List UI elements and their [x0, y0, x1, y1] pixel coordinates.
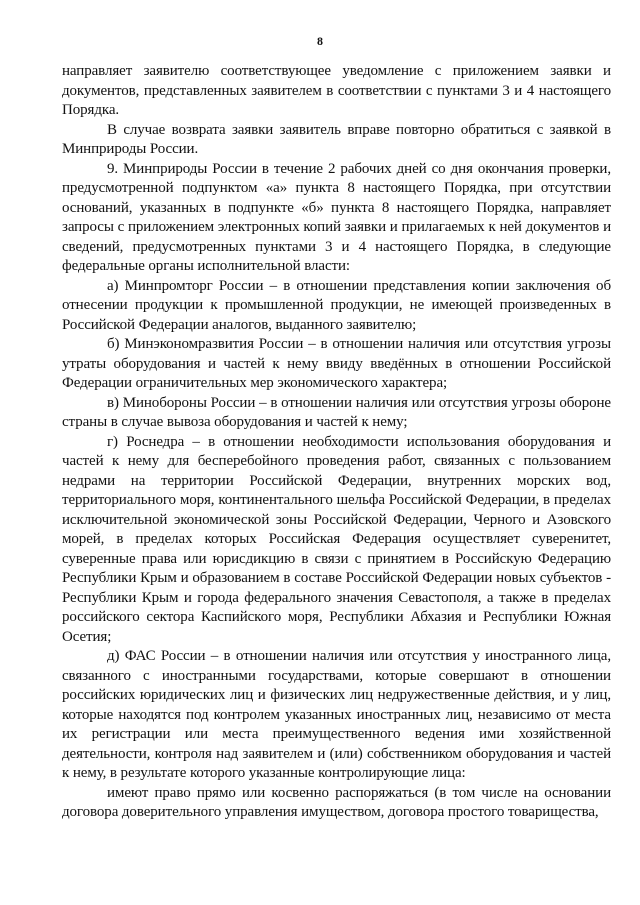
page-number: 8 [317, 34, 323, 48]
paragraph-continuation: направляет заявителю соответствующее уведомление с приложением заявки и документов, представленных заявителем в соответствии с пунктами 3 и 4 настоящего Порядка. [62, 63, 611, 118]
document-body [62, 62, 611, 823]
paragraph-item-v: в) Минобороны России – в отношении наличия или отсутствия угрозы обороне страны в случае вывоза оборудования и частей к нему; [62, 394, 611, 430]
paragraph-clause-9: 9. Минприроды России в течение 2 рабочих дней со дня окончания проверки, предусмотренной подпунктом «а» пункта 8 настоящего Порядка, при отсутствии оснований, указанных в подпункте «б» пункта 8 настоящего Порядка, направляет запросы с приложением электронных копий заявки и прилагаемых к ней документов и сведений, предусмотренных пунктами 3 и 4 настоящего Порядка, в следующие федеральные органы исполнительной власти: [62, 160, 611, 274]
paragraph-item-d: д) ФАС России – в отношении наличия или отсутствия у иностранного лица, связанного с иностранными государствами, которые совершают в отношении российских юридических лиц и физических лиц недружественные действия, и у лиц, которые находятся под контролем указанных иностранных лиц, независимо от места их регистрации или места преимущественного ведения ими хозяйственной деятельности, контроля над заявителем и (или) собственником оборудования и частей к нему, в результате которого указанные контролирующие лица: [62, 648, 611, 781]
paragraph-item-a: а) Минпромторг России – в отношении представления копии заключения об отнесении продукции к промышленной продукции, не имеющей произведенных в Российской Федерации аналогов, выданного заявителю; [62, 277, 611, 333]
paragraph-return-notice: В случае возврата заявки заявитель вправе повторно обратиться с заявкой в Минприроды России. [62, 121, 611, 157]
paragraph-subitem-control-rights: имеют право прямо или косвенно распоряжаться (в том числе на основании договора доверительного управления имуществом, договора простого товарищества, [62, 784, 611, 820]
paragraph-item-b: б) Минэкономразвития России – в отношении наличия или отсутствия угрозы утраты оборудования и частей к нему ввиду введённых в отношении Российской Федерации ограничительных мер экономического характера; [62, 336, 611, 391]
paragraph-item-g: г) Роснедра – в отношении необходимости использования оборудования и частей к нему для бесперебойного проведения работ, связанных с пользованием недрами на территории Российской Федерации, внутренних морских вод, территориального моря, континентального шельфа Российской Федерации, в пределах исключительной экономической зоны Российской Федерации, Черного и Азовского морей, в пределах которых Российская Федерация осуществляет суверенитет, суверенные права или юрисдикцию в связи с принятием в Российскую Федерацию Республики Крым и образованием в составе Российской Федерации новых субъектов - Республики Крым и города федерального значения Севастополя, а также в пределах российского сектора Каспийского моря, Республики Абхазия и Республики Южная Осетия; [62, 433, 611, 645]
